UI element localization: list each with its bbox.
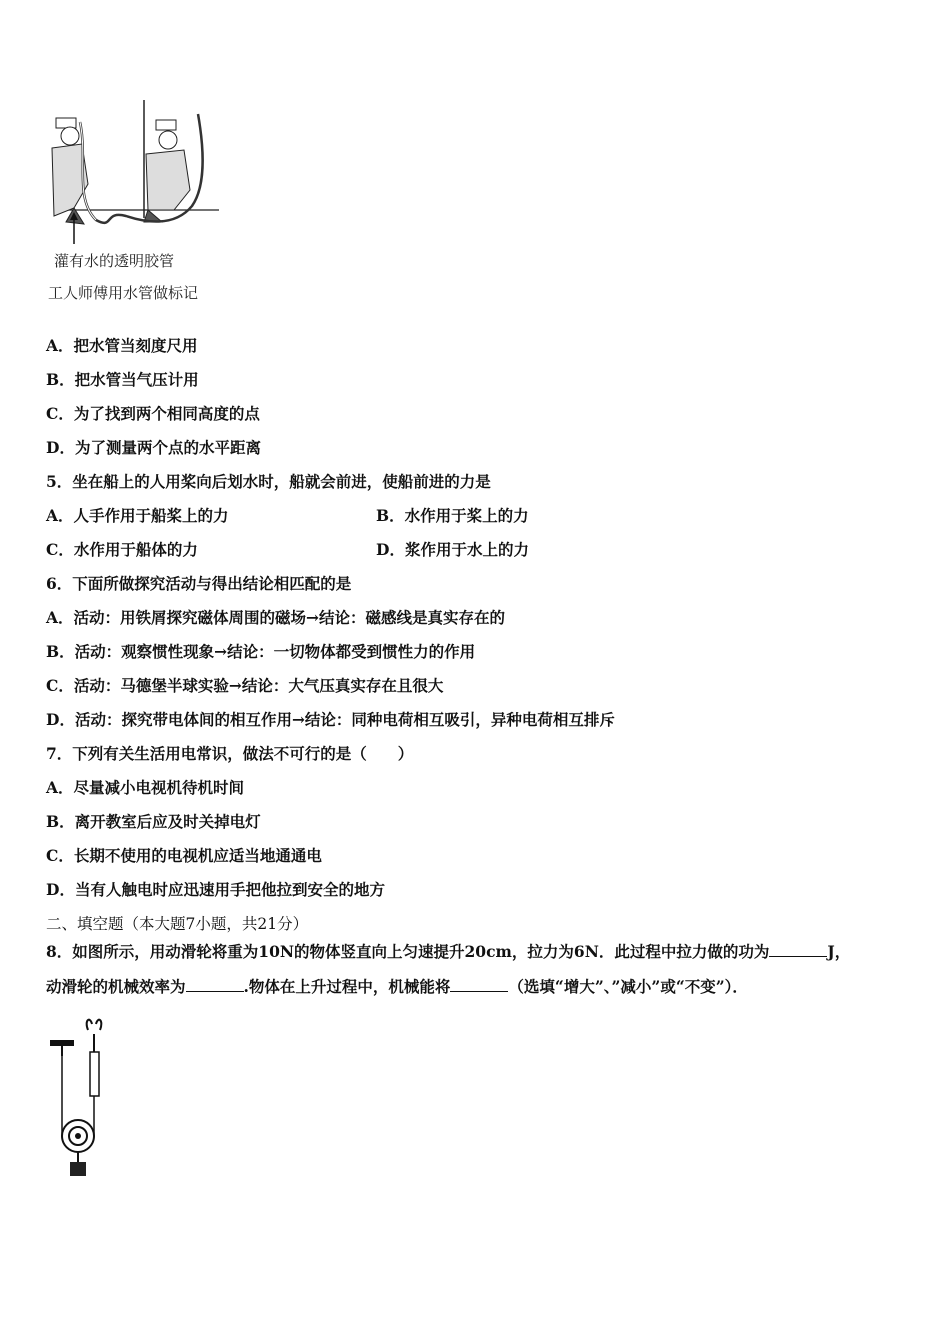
figure-workers-water-tube [44,98,224,308]
pulley-diagram [44,1012,124,1184]
q6-option-b: B．活动：观察惯性现象→结论：一切物体都受到惯性力的作用 [46,642,476,661]
q8-blank-efficiency[interactable] [186,976,244,992]
tube-label: 灌有水的透明胶管 [54,252,175,270]
q8-text-2: J， [827,942,851,961]
q5-option-c: C．水作用于船体的力 [46,540,198,559]
q5-row-ab [46,506,906,526]
q7-option-a: A．尽量减小电视机待机时间 [46,778,245,797]
q4-option-a: A．把水管当刻度尺用 [46,336,198,355]
q6-option-a: A．活动：用铁屑探究磁体周围的磁场→结论：磁感线是真实存在的 [46,608,506,627]
q6-option-c: C．活动：马德堡半球实验→结论：大气压真实存在且很大 [46,676,444,695]
figure-movable-pulley [44,1012,124,1184]
q8-text-3: 动滑轮的机械效率为 [46,977,186,996]
q8-text-1: 8．如图所示，用动滑轮将重为10N的物体竖直向上匀速提升20cm，拉力为6N．此过程中拉力做的功为 [46,942,770,961]
q5-option-a: A．人手作用于船桨上的力 [46,506,229,525]
q6-stem: 6．下面所做探究活动与得出结论相匹配的是 [46,574,352,593]
q8-text-4: .物体在上升过程中，机械能将 [243,977,451,996]
q4-option-d: D．为了测量两个点的水平距离 [46,438,261,457]
q6-option-d: D．活动：探究带电体间的相互作用→结论：同种电荷相互吸引，异种电荷相互排斥 [46,710,615,729]
section-heading: 二、填空题（本大题7小题，共21分） [46,915,309,933]
q8-blank-energy[interactable] [450,976,508,992]
q7-option-d: D．当有人触电时应迅速用手把他拉到安全的地方 [46,880,385,899]
q7-stem: 7．下列有关生活用电常识，做法不可行的是（ ） [46,744,414,763]
q8-blank-work[interactable] [769,941,827,957]
q7-option-c: C．长期不使用的电视机应适当地通通电 [46,846,322,865]
figure-caption: 工人师傅用水管做标记 [48,284,199,302]
q8-text-5: （选填“增大”、”减小”或“不变”）． [508,977,748,996]
q8-line-1 [46,941,850,962]
q4-option-b: B．把水管当气压计用 [46,370,199,389]
q4-option-c: C．为了找到两个相同高度的点 [46,404,260,423]
q5-option-b: B．水作用于桨上的力 [376,506,529,525]
workers-illustration [44,98,224,248]
q5-row-cd [46,540,906,560]
q5-option-d: D．浆作用于水上的力 [376,540,529,559]
q7-option-b: B．离开教室后应及时关掉电灯 [46,812,261,831]
q8-line-2 [46,976,748,997]
q5-stem: 5．坐在船上的人用桨向后划水时，船就会前进，使船前进的力是 [46,472,491,491]
